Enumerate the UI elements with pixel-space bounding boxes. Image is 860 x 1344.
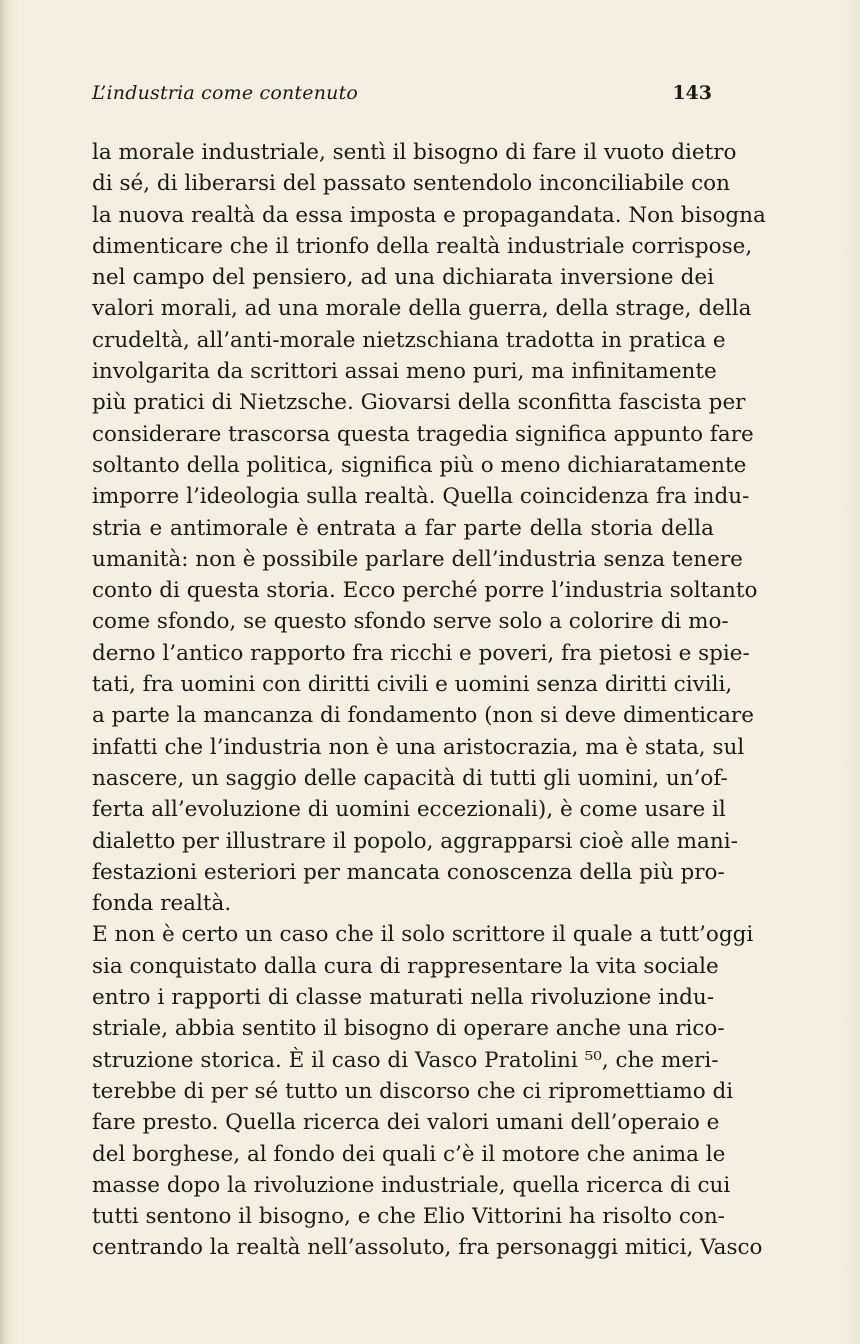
text-line: festazioni esteriori per mancata conoscenza della più pro-: [92, 859, 725, 885]
text-line: umanità: non è possibile parlare dell’industria senza tenere: [92, 546, 743, 572]
text-line: involgarita da scrittori assai meno puri, ma infinitamente: [92, 359, 717, 385]
text-line: E non è certo un caso che il solo scrittore il quale a tutt’oggi: [92, 922, 754, 948]
page-number: 143: [672, 82, 712, 104]
text-line: crudeltà, all’anti-morale nietzschiana tradotta in pratica e: [92, 327, 726, 353]
text-line: tutti sentono il bisogno, e che Elio Vittorini ha risolto con-: [92, 1204, 725, 1230]
text-line: soltanto della politica, significa più o meno dichiaratamente: [92, 452, 747, 478]
text-line: imporre l’ideologia sulla realtà. Quella coincidenza fra indu-: [92, 484, 750, 510]
text-line-with-footnote-ref: struzione storica. È il caso di Vasco Pratolini ⁵⁰, che meri-: [92, 1047, 719, 1073]
running-head: [92, 82, 712, 112]
text-line: entro i rapporti di classe maturati nella rivoluzione indu-: [92, 985, 714, 1011]
text-line: fare presto. Quella ricerca dei valori umani dell’operaio e: [92, 1110, 720, 1136]
text-line: nel campo del pensiero, ad una dichiarata inversione dei: [92, 265, 714, 291]
text-line: la morale industriale, sentì il bisogno di fare il vuoto dietro: [92, 140, 737, 165]
text-line: la nuova realtà da essa imposta e propagandata. Non bisogna: [92, 202, 766, 228]
text-line: sia conquistato dalla cura di rappresentare la vita sociale: [92, 953, 719, 979]
text-line: come sfondo, se questo sfondo serve solo a colorire di mo-: [92, 609, 729, 635]
text-line: nascere, un saggio delle capacità di tutti gli uomini, un’of-: [92, 765, 728, 791]
text-line: terebbe di per sé tutto un discorso che ci ripromettiamo di: [92, 1078, 734, 1104]
text-line: stria e antimorale è entrata a far parte della storia della: [92, 515, 714, 541]
text-line: considerare trascorsa questa tragedia significa appunto fare: [92, 421, 754, 447]
text-line: valori morali, ad una morale della guerra, della strage, della: [92, 296, 752, 322]
text-line: dialetto per illustrare il popolo, aggrapparsi cioè alle mani-: [92, 828, 738, 854]
text-line-paragraph-end: fonda realtà.: [92, 891, 232, 917]
text-line: ferta all’evoluzione di uomini eccezionali), è come usare il: [92, 797, 726, 823]
text-line: infatti che l’industria non è una aristocrazia, ma è stata, sul: [92, 734, 745, 760]
text-line: striale, abbia sentito il bisogno di operare anche una rico-: [92, 1016, 725, 1042]
text-line: tati, fra uomini con diritti civili e uomini senza diritti civili,: [92, 672, 733, 698]
text-line: a parte la mancanza di fondamento (non si deve dimenticare: [92, 703, 754, 729]
running-title: L’industria come contenuto: [92, 82, 359, 104]
text-line: dimenticare che il trionfo della realtà industriale corrispose,: [92, 233, 753, 259]
text-line: di sé, di liberarsi del passato sentendolo inconciliabile con: [92, 171, 730, 197]
text-line: derno l’antico rapporto fra ricchi e poveri, fra pietosi e spie-: [92, 640, 750, 666]
body-text: [92, 137, 766, 1264]
text-line: più pratici di Nietzsche. Giovarsi della sconfitta fascista per: [92, 390, 746, 416]
text-line: masse dopo la rivoluzione industriale, quella ricerca di cui: [92, 1172, 731, 1198]
text-line: del borghese, al fondo dei quali c’è il motore che anima le: [92, 1141, 726, 1167]
text-line: conto di questa storia. Ecco perché porre l’industria soltanto: [92, 578, 758, 604]
text-line: centrando la realtà nell’assoluto, fra personaggi mitici, Vasco: [92, 1235, 763, 1261]
